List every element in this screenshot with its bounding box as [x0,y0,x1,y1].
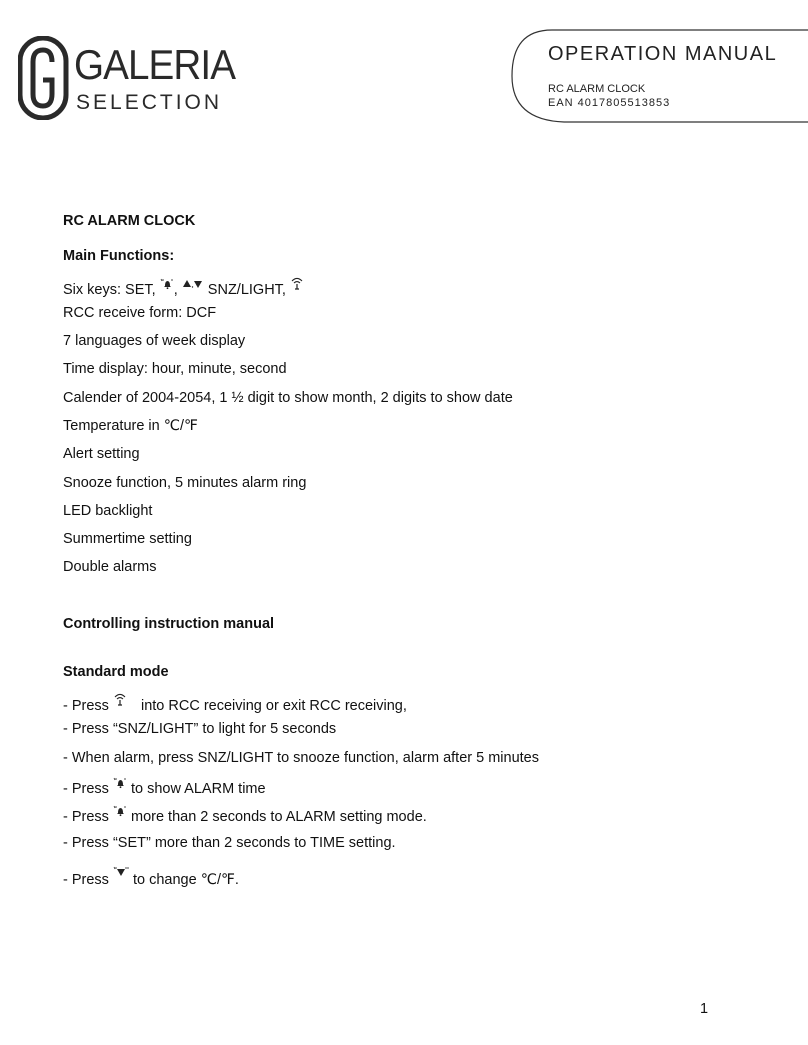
function-item: Time display: hour, minute, second [63,361,287,377]
instruction-temp-unit-text: to change ℃/℉. [132,872,239,888]
brand-name: GALERIA [74,41,236,88]
instruction-show-alarm [63,777,266,798]
function-item: Alert setting [63,446,140,462]
press-label: - Press [63,872,109,888]
instruction-rcc-text: into RCC receiving or exit RCC receiving, [140,698,407,714]
function-item: Summertime setting [63,531,192,547]
galeria-logo [18,36,236,122]
press-label: - Press [63,781,109,797]
bell-icon [113,777,127,789]
instruction-snz-light: - Press “SNZ/LIGHT” to light for 5 seconds [63,721,337,737]
instruction-show-alarm-text: to show ALARM time [130,781,266,797]
keys-snz-light: SNZ/LIGHT, [207,282,286,298]
brand-subtitle: SELECTION [76,91,223,114]
manual-header [508,28,808,126]
instruction-time-setting: - Press “SET” more than 2 seconds to TIME setting. [63,835,396,851]
function-item: LED backlight [63,503,153,519]
function-item: Double alarms [63,559,157,575]
function-item: RCC receive form: DCF [63,305,217,321]
function-item: Snooze function, 5 minutes alarm ring [63,475,307,491]
galeria-g-logo-icon [18,36,70,120]
function-item: 7 languages of week display [63,333,246,349]
rcc-signal-icon [290,276,304,290]
instruction-temp-unit [63,866,239,889]
press-label: - Press [63,809,109,825]
keys-prefix: Six keys: SET, [63,282,156,298]
instruction-alarm-setting [63,805,427,826]
product-name: RC ALARM CLOCK [548,83,646,95]
press-label: - Press [63,698,109,714]
standard-mode-heading: Standard mode [63,664,169,680]
keys-separator: , [173,282,178,298]
keys-line [63,276,304,299]
ean-code: EAN 4017805513853 [548,97,671,109]
section-title: RC ALARM CLOCK [63,213,196,229]
main-functions-heading: Main Functions: [63,248,175,264]
instruction-alarm-setting-text: more than 2 seconds to ALARM setting mode. [130,809,427,825]
bell-icon [160,278,174,290]
function-item: Temperature in ℃/℉ [63,418,198,434]
doc-title: OPERATION MANUAL [548,43,778,65]
page-number: 1 [700,1001,709,1017]
instruction-snooze: - When alarm, press SNZ/LIGHT to snooze function, alarm after 5 minutes [63,750,540,766]
down-arrow-icon [113,866,129,878]
up-down-arrows-icon [182,278,204,290]
function-item: Calender of 2004-2054, 1 ½ digit to show month, 2 digits to show date [63,390,513,406]
instruction-rcc [63,692,407,715]
bell-icon [113,805,127,817]
rcc-signal-icon [113,692,127,706]
controlling-heading: Controlling instruction manual [63,616,275,632]
